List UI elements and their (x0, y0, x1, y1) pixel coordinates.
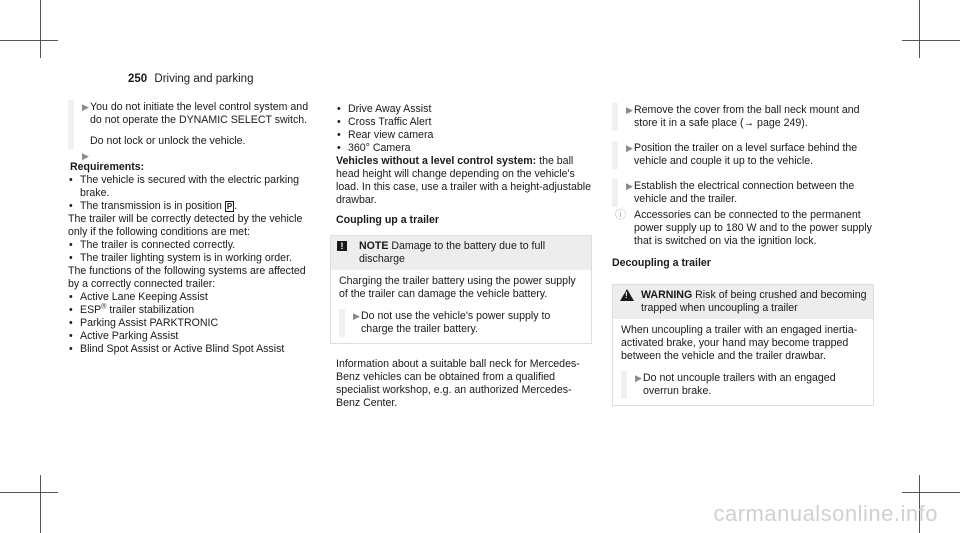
step-text: Do not lock or unlock the vehicle. (90, 135, 246, 147)
paragraph: Vehicles without a level control system: the ball head height will change depending on the vehicle's load. In this case, use a trailer with a height-adjustable drawbar. (336, 155, 591, 206)
warning-label: WARNING (641, 289, 693, 301)
list-item: • The trailer lighting system is in working order. (68, 252, 318, 265)
conditions-list (68, 239, 318, 265)
arrow-right-icon: ▶ (626, 143, 633, 153)
note-box (330, 235, 592, 344)
arrow-right-icon: ▶ (353, 311, 360, 321)
column-2 (330, 103, 592, 410)
step-block: ▶ Remove the cover from the ball neck mount and store it in a safe place (→ page 249). (612, 103, 874, 131)
crop-mark (40, 0, 41, 58)
list-item: • Drive Away Assist (336, 103, 592, 116)
note-title: Damage to the battery due to full discharge (359, 240, 546, 265)
list-item: • The vehicle is secured with the electric parking brake. (68, 174, 318, 200)
info-row: ⓘ Accessories can be connected to the permanent power supply up to 180 W and to the power supply that is switched on via the ignition lock. (615, 209, 872, 247)
warning-title: Risk of being crushed and becoming trapped when uncoupling a trailer (641, 289, 867, 314)
list-item: • Cross Traffic Alert (336, 116, 592, 129)
step-block: ▶ Establish the electrical connection between the vehicle and the trailer. (612, 179, 874, 207)
crop-mark (902, 40, 960, 41)
systems-list-cont (330, 103, 592, 155)
warning-box (612, 284, 874, 406)
list-item: • Active Parking Assist (68, 330, 318, 343)
crop-mark (0, 40, 58, 41)
crop-mark (902, 492, 960, 493)
arrow-right-icon: ▶ (82, 151, 89, 161)
exclamation-icon: ! (337, 241, 347, 251)
list-item: • The trailer is connected correctly. (68, 239, 318, 252)
list-item: • 360° Camera (336, 142, 592, 155)
list-item: • The transmission is in position P . (68, 200, 318, 213)
step-text: You do not initiate the level control system and do not operate the DYNAMIC SELECT switch. (90, 101, 309, 126)
warning-exclamation-icon: ! (625, 291, 628, 300)
requirements-heading: Requirements: (70, 161, 145, 173)
arrow-right-icon: ▶ (626, 105, 633, 115)
note-header (331, 236, 591, 270)
page-number: 250 (128, 73, 148, 85)
column-1 (68, 100, 318, 356)
watermark: carmanualsonline.info (713, 501, 938, 526)
list-item: • Rear view camera (336, 129, 592, 142)
list-item: • Blind Spot Assist or Active Blind Spot Assist (68, 343, 318, 356)
info-icon: ⓘ (615, 209, 626, 221)
decoupling-heading: Decoupling a trailer (612, 257, 711, 269)
crop-mark (0, 492, 58, 493)
list-item: • Parking Assist PARKTRONIC (68, 317, 318, 330)
paragraph: Information about a suitable ball neck for Mercedes-Benz vehicles can be obtained from a qualified specialist workshop, e.g. an authorized Mercedes-Benz Center. (336, 358, 580, 409)
paragraph: The functions of the following systems are affected by a correctly connected trailer: (68, 265, 306, 290)
systems-list (68, 291, 318, 356)
crop-mark (919, 0, 920, 58)
note-body: Charging the trailer battery using the power supply of the trailer can damage the vehicle battery. ▶ Do not use the vehicle's power supply to charge the trailer battery. (331, 270, 591, 343)
note-label: NOTE (359, 240, 389, 252)
list-item: • ESP® trailer stabilization (68, 304, 318, 317)
arrow-right-icon: ▶ (635, 373, 642, 383)
arrow-right-icon: ▶ (626, 181, 633, 191)
step-block: ▶ Do not uncouple trailers with an engaged overrun brake. (621, 371, 867, 399)
warning-body: When uncoupling a trailer with an engaged inertia-activated brake, your hand may become trapped between the vehicle and the trailer drawbar. ▶ Do not uncouple trailers with an engaged overrun brake. (613, 319, 873, 405)
page-header (128, 73, 253, 85)
step-block: ▶ Position the trailer on a level surface behind the vehicle and couple it up to the vehicle. (612, 141, 874, 169)
section-title: Driving and parking (154, 73, 254, 85)
column-3 (612, 103, 874, 406)
arrow-right-icon: ▶ (82, 102, 89, 112)
park-position-icon: P (226, 202, 233, 211)
warning-header (613, 285, 873, 319)
step-block: ▶ Do not use the vehicle's power supply to charge the trailer battery. (339, 309, 585, 337)
step-block (68, 100, 318, 161)
paragraph: The trailer will be correctly detected by the vehicle only if the following conditions are met: (68, 213, 303, 238)
list-item: • Active Lane Keeping Assist (68, 291, 318, 304)
crop-mark (40, 475, 41, 533)
requirements-list (68, 174, 318, 213)
coupling-heading: Coupling up a trailer (336, 214, 439, 226)
